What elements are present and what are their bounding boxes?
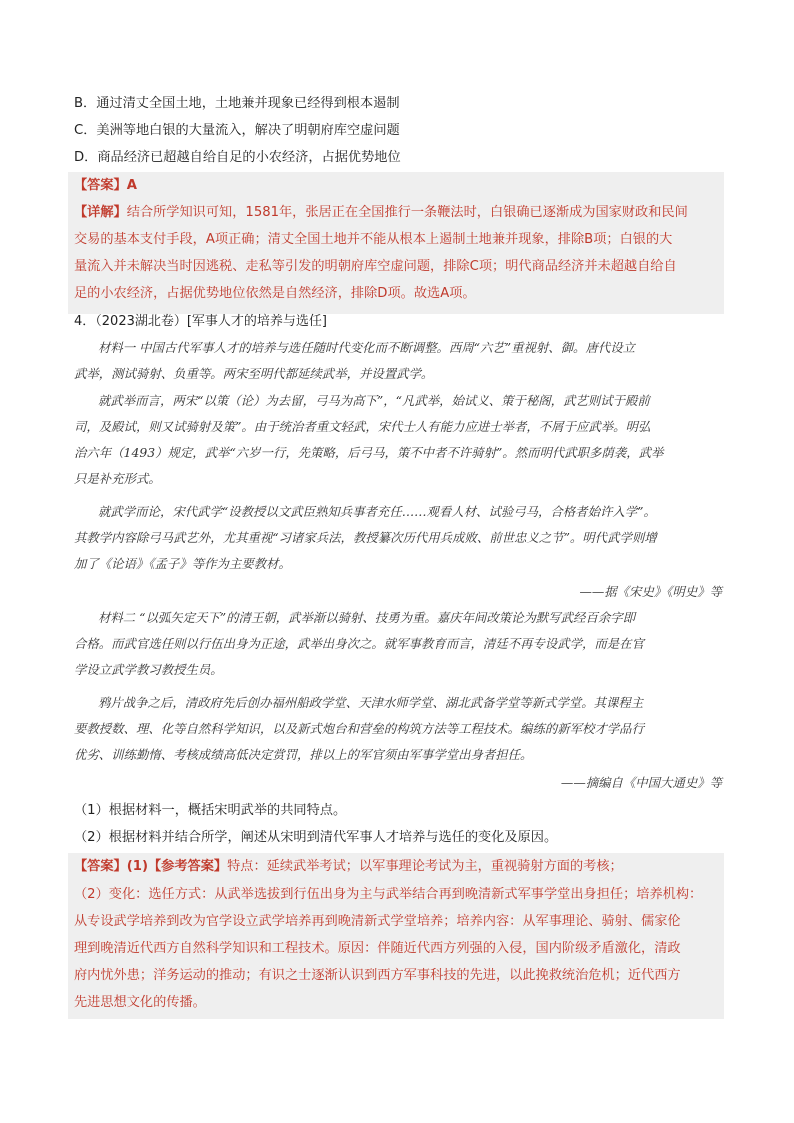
material2-line-1: 材料二 “以弧矢定天下”的清王朝，武举渐以骑射、技勇为重。嘉庆年间改策论为默写武经百余字即 xyxy=(98,610,636,625)
material1-line-6: 只是补充形式。 xyxy=(74,471,161,486)
sub-question-1: （1）根据材料一，概括宋明武举的共同特点。 xyxy=(74,803,347,818)
answer4-line-2: （2）变化：选任方式：从武举选拔到行伍出身为主与武举结合再到晚清新式军事学堂出身担任；培养机构： xyxy=(74,887,703,902)
answer-label xyxy=(74,176,137,196)
sub-question-2: （2）根据材料并结合所学，阐述从宋明到清代军事人才培养与选任的变化及原因。 xyxy=(74,830,558,845)
material2-line-5: 要教授数、理、化等自然科学知识，以及新式炮台和营垒的构筑方法等工程技术。编练的新军校才学品行 xyxy=(74,721,644,736)
answer4-label: 【答案】 xyxy=(74,859,127,874)
detail-label: 【详解】 xyxy=(74,205,127,220)
material2-line-6: 优劣、训练勤惰、考核成绩高低决定赏罚，排以上的军官须由军事学堂出身者担任。 xyxy=(74,747,533,762)
answer-text: 【答案】A xyxy=(74,178,137,193)
answer-box-q3 xyxy=(68,172,724,314)
answer4-part1-text: 特点：延续武举考试；以军事理论考试为主，重视骑射方面的考核； xyxy=(227,859,623,874)
detail-text-1: 结合所学知识可知，1581年，张居正在全国推行一条鞭法时，白银确已逐渐成为国家财政和民间 xyxy=(126,205,688,220)
detail-line-4: 足的小农经济，占据优势地位依然是自然经济，排除D项。故选A项。 xyxy=(74,286,476,301)
material2-line-4: 鸦片战争之后，清政府先后创办福州船政学堂、天津水师学堂、湖北武备学堂等新式学堂。其课程主 xyxy=(98,695,644,710)
material1-line-3: 就武举而言，两宋“以策（论）为去留，弓马为高下”，“凡武举，始试义、策于秘阁，武艺则试于殿前 xyxy=(98,393,650,408)
answer4-line-6: 先进思想文化的传播。 xyxy=(74,995,206,1010)
material1-line-5: 治六年（1493）规定，武举“六岁一行，先策略，后弓马，策不中者不许骑射”。然而明代武职多荫袭，武举 xyxy=(74,445,664,460)
answer4-line-1 xyxy=(74,857,623,877)
source-2: ——摘编自《中国大通史》等 xyxy=(560,775,722,790)
question-4-title: 4．（2023湖北卷）[军事人才的培养与选任] xyxy=(74,314,327,329)
reference-answer-label: 【参考答案】 xyxy=(147,859,228,874)
material1-line-1: 材料一 中国古代军事人才的培养与选任随时代变化而不断调整。西周“六艺”重视射、御。唐代设立 xyxy=(98,340,636,355)
answer-box-q4 xyxy=(68,853,724,1019)
material1-line-8: 其教学内容除弓马武艺外，尤其重视“习诸家兵法，教授纂次历代用兵成败、前世忠义之节”。明代武学则增 xyxy=(74,530,657,545)
source-1: ——据《宋史》《明史》等 xyxy=(579,584,722,599)
option-b: B．通过清丈全国土地，土地兼并现象已经得到根本遏制 xyxy=(74,96,400,111)
answer4-line-4: 理到晚清近代西方自然科学知识和工程技术。原因：伴随近代西方列强的入侵，国内阶级矛盾激化，清政 xyxy=(74,941,681,956)
detail-line-3: 量流入并未解决当时因逃税、走私等引发的明朝府库空虚问题，排除C项；明代商品经济并未超越自给自 xyxy=(74,259,677,274)
material2-line-2: 合格。而武官选任则以行伍出身为正途，武举出身次之。就军事教育而言，清廷不再专设武学，而是在官 xyxy=(74,636,644,651)
material1-line-9: 加了《论语》《孟子》等作为主要教材。 xyxy=(74,556,291,571)
option-d: D．商品经济已超越自给自足的小农经济，占据优势地位 xyxy=(74,150,401,165)
answer4-part1-prefix: (1) xyxy=(126,859,148,874)
material2-line-3: 学设立武学教习教授生员。 xyxy=(74,662,223,677)
answer4-line-5: 府内忧外患；洋务运动的推动；有识之士逐渐认识到西方军事科技的先进，以此挽救统治危机；近代西方 xyxy=(74,968,681,983)
option-c: C．美洲等地白银的大量流入，解决了明朝府库空虚问题 xyxy=(74,123,400,138)
detail-line-1 xyxy=(74,203,688,223)
material1-line-7: 就武学而论，宋代武学“设教授以文武臣熟知兵事者充任……观看人材、试验弓马，合格者始许入学”。 xyxy=(98,504,656,519)
answer4-line-3: 从专设武学培养到改为官学设立武学培养再到晚清新式学堂培养；培养内容：从军事理论、骑射、儒家伦 xyxy=(74,914,681,929)
material1-line-2: 武举，测试骑射、负重等。两宋至明代都延续武举，并设置武学。 xyxy=(74,366,434,381)
detail-line-2: 交易的基本支付手段，A项正确；清丈全国土地并不能从根本上遏制土地兼并现象，排除B项；白银的大 xyxy=(74,232,673,247)
material1-line-4: 司，及殿试，则又试骑射及策”。由于统治者重文轻武，宋代士人有能力应进士举者，不屑于应武举。明弘 xyxy=(74,419,651,434)
